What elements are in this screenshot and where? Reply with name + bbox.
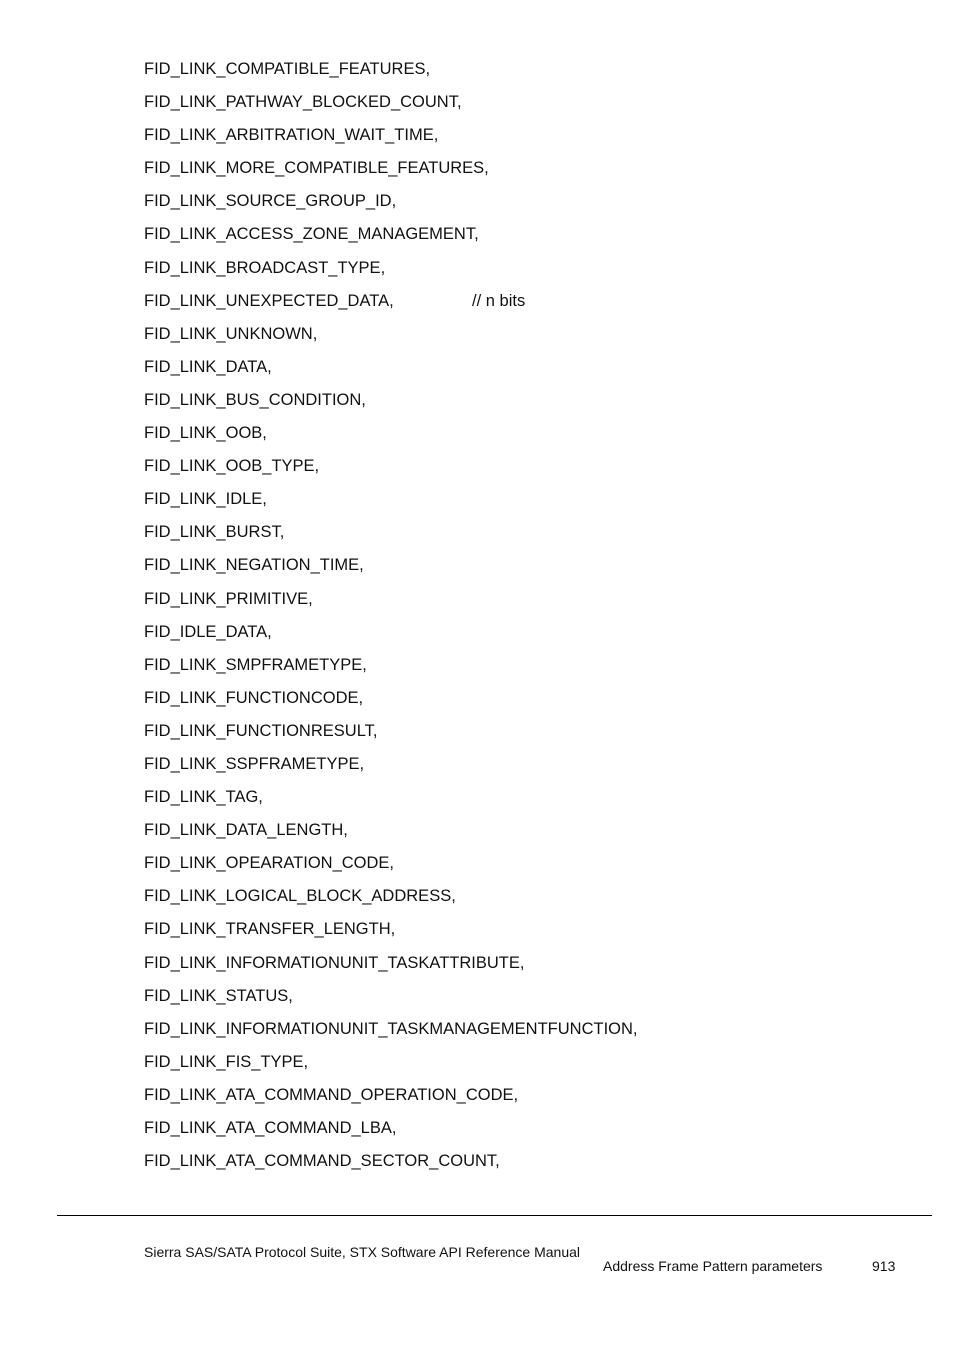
code-line-text: FID_LINK_SSPFRAMETYPE, [144, 754, 365, 773]
code-line [144, 719, 638, 752]
code-line [144, 388, 638, 421]
code-line [144, 984, 638, 1017]
code-line-text: FID_LINK_ATA_COMMAND_OPERATION_CODE, [144, 1085, 519, 1104]
code-line [144, 1017, 638, 1050]
code-line [144, 620, 638, 653]
code-line-text: FID_LINK_SMPFRAMETYPE, [144, 655, 367, 674]
code-line [144, 57, 638, 90]
code-line-text: FID_LINK_SOURCE_GROUP_ID, [144, 192, 397, 211]
code-line [144, 90, 638, 123]
code-line-text: FID_LINK_STATUS, [144, 986, 293, 1005]
code-line-text: FID_LINK_INFORMATIONUNIT_TASKMANAGEMENTFUNCTION, [144, 1019, 638, 1038]
code-line [144, 123, 638, 156]
code-line-text: FID_LINK_OOB, [144, 424, 267, 443]
code-line-text: FID_LINK_PATHWAY_BLOCKED_COUNT, [144, 93, 462, 112]
code-line [144, 1149, 638, 1182]
code-line-text: FID_LINK_ARBITRATION_WAIT_TIME, [144, 126, 439, 145]
code-listing [144, 57, 638, 1182]
code-line-text: FID_LINK_FUNCTIONRESULT, [144, 721, 378, 740]
code-line-text: FID_LINK_UNKNOWN, [144, 324, 318, 343]
code-line-text: FID_LINK_TAG, [144, 788, 263, 807]
code-line-text: FID_LINK_ACCESS_ZONE_MANAGEMENT, [144, 225, 479, 244]
code-line [144, 156, 638, 189]
code-line [144, 785, 638, 818]
code-line [144, 322, 638, 355]
code-line [144, 1083, 638, 1116]
code-line-text: FID_LINK_INFORMATIONUNIT_TASKATTRIBUTE, [144, 953, 525, 972]
code-line [144, 256, 638, 289]
code-line-text: FID_LINK_DATA_LENGTH, [144, 821, 348, 840]
code-line-text: FID_LINK_NEGATION_TIME, [144, 556, 364, 575]
code-line-text: FID_LINK_BUS_CONDITION, [144, 390, 366, 409]
code-line [144, 454, 638, 487]
code-line-text: FID_LINK_FUNCTIONCODE, [144, 688, 364, 707]
code-line-text: FID_LINK_ATA_COMMAND_LBA, [144, 1119, 397, 1137]
code-line-text: FID_LINK_OPEARATION_CODE, [144, 854, 395, 873]
code-line [144, 1050, 638, 1083]
code-line-text: FID_LINK_DATA, [144, 357, 272, 376]
page-number: 913 [872, 1258, 896, 1274]
code-line [144, 553, 638, 586]
code-line-text: FID_LINK_BURST, [144, 523, 285, 542]
code-line-text: FID_LINK_FIS_TYPE, [144, 1052, 309, 1071]
code-line-comment: // n bits [472, 291, 526, 310]
code-line [144, 818, 638, 851]
code-line [144, 189, 638, 222]
code-line-text: FID_LINK_PRIMITIVE, [144, 589, 313, 608]
code-line-text: FID_LINK_ATA_COMMAND_SECTOR_COUNT, [144, 1152, 500, 1171]
code-line [144, 587, 638, 620]
code-line [144, 487, 638, 520]
code-line-text: FID_LINK_OOB_TYPE, [144, 457, 320, 476]
code-line [144, 917, 638, 950]
code-line [144, 884, 638, 917]
code-line-text: FID_LINK_UNEXPECTED_DATA, [144, 291, 394, 310]
code-line [144, 289, 638, 322]
footer-divider [57, 1215, 932, 1216]
code-line [144, 421, 638, 454]
code-line [144, 851, 638, 884]
footer-section-title: Address Frame Pattern parameters [603, 1258, 823, 1274]
code-line-text: FID_LINK_COMPATIBLE_FEATURES, [144, 60, 431, 78]
code-line-text: FID_LINK_BROADCAST_TYPE, [144, 258, 386, 277]
code-line [144, 355, 638, 388]
code-line-text: FID_IDLE_DATA, [144, 622, 272, 641]
code-line [144, 222, 638, 255]
code-line [144, 686, 638, 719]
code-line-text: FID_LINK_MORE_COMPATIBLE_FEATURES, [144, 159, 489, 178]
code-line-text: FID_LINK_TRANSFER_LENGTH, [144, 920, 396, 939]
code-line [144, 752, 638, 785]
code-line-text: FID_LINK_LOGICAL_BLOCK_ADDRESS, [144, 887, 456, 906]
footer-manual-title: Sierra SAS/SATA Protocol Suite, STX Software API Reference Manual [144, 1244, 581, 1260]
code-line [144, 951, 638, 984]
code-line-text: FID_LINK_IDLE, [144, 490, 267, 509]
code-line [144, 1116, 638, 1149]
code-line [144, 520, 638, 553]
code-line [144, 653, 638, 686]
